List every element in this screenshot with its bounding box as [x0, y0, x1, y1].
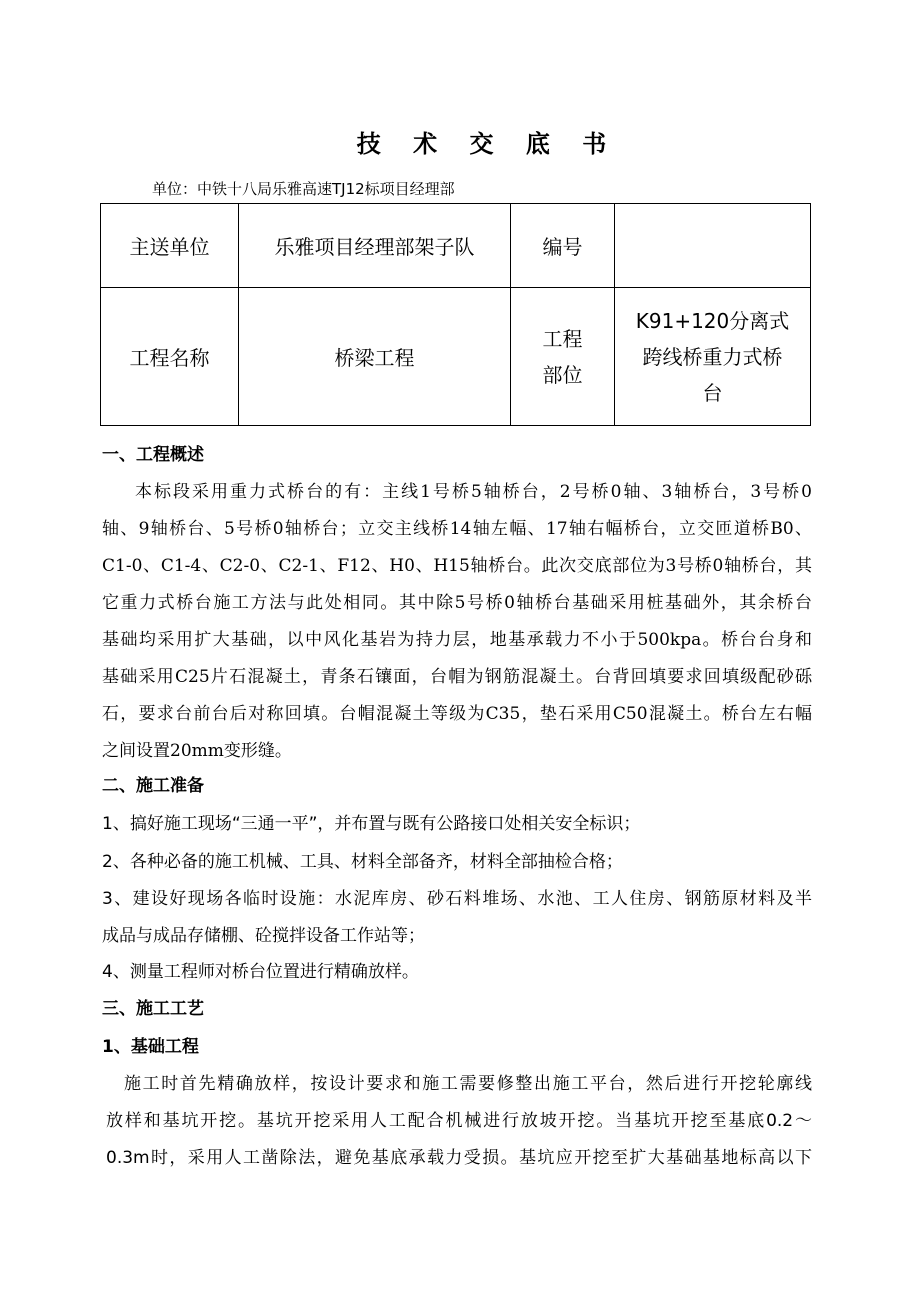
number-value [615, 204, 811, 288]
section-3-heading: 三、施工工艺 [102, 999, 204, 1019]
paragraph-line: 0.3m时，采用人工凿除法，避免基底承载力受损。基坑应开挖至扩大基础基地标高以下 [106, 1148, 812, 1168]
unit-line: 单位：中铁十八局乐雅高速TJ12标项目经理部 [152, 180, 455, 198]
project-value: 桥梁工程 [239, 288, 511, 426]
paragraph-line: C1-0、C1-4、C2-0、C2-1、F12、H0、H15轴桥台。此次交底部位为3号桥0轴桥台，其 [102, 556, 812, 576]
paragraph-line: 基础采用C25片石混凝土，青条石镶面，台帽为钢筋混凝土。台背回填要求回填级配砂砾 [102, 667, 812, 687]
paragraph-line: 施工时首先精确放样，按设计要求和施工需要修整出施工平台，然后进行开挖轮廓线 [124, 1074, 812, 1094]
paragraph-line: 石，要求台前台后对称回填。台帽混凝土等级为C35，垫石采用C50混凝土。桥台左右幅 [102, 704, 812, 724]
list-item: 1、搞好施工现场“三通一平”，并布置与既有公路接口处相关安全标识； [102, 814, 641, 834]
document-title: 技 术 交 底 书 [356, 130, 619, 158]
sender-value: 乐雅项目经理部架子队 [239, 204, 511, 288]
sender-label: 主送单位 [101, 204, 239, 288]
number-label: 编号 [511, 204, 615, 288]
list-item: 成品与成品存储棚、砼搅拌设备工作站等； [102, 926, 425, 946]
project-label: 工程名称 [101, 288, 239, 426]
list-item: 4、测量工程师对桥台位置进行精确放样。 [102, 962, 419, 982]
list-item: 2、各种必备的施工机械、工具、材料全部备齐，材料全部抽检合格； [102, 852, 623, 872]
paragraph-line: 放样和基坑开挖。基坑开挖采用人工配合机械进行放坡开挖。当基坑开挖至基底0.2～ [106, 1111, 812, 1131]
subsection-heading: 1、基础工程 [102, 1037, 199, 1057]
list-item: 3、建设好现场各临时设施：水泥库房、砂石料堆场、水池、工人住房、钢筋原材料及半 [102, 889, 812, 909]
section-2-heading: 二、施工准备 [102, 776, 204, 796]
location-value: K91+120分离式 跨线桥重力式桥 台 [615, 288, 811, 426]
header-table [100, 203, 811, 426]
location-label: 工程 部位 [511, 288, 615, 426]
section-1-heading: 一、工程概述 [102, 445, 204, 465]
paragraph-line: 本标段采用重力式桥台的有：主线1号桥5轴桥台，2号桥0轴、3轴桥台，3号桥0 [135, 482, 812, 502]
paragraph-line: 之间设置20mm变形缝。 [102, 741, 292, 761]
paragraph-line: 轴、9轴桥台、5号桥0轴桥台；立交主线桥14轴左幅、17轴右幅桥台，立交匝道桥B0、 [102, 519, 812, 539]
paragraph-line: 它重力式桥台施工方法与此处相同。其中除5号桥0轴桥台基础采用桩基础外，其余桥台 [102, 593, 812, 613]
paragraph-line: 基础均采用扩大基础，以中风化基岩为持力层，地基承载力不小于500kpa。桥台台身和 [102, 630, 812, 650]
